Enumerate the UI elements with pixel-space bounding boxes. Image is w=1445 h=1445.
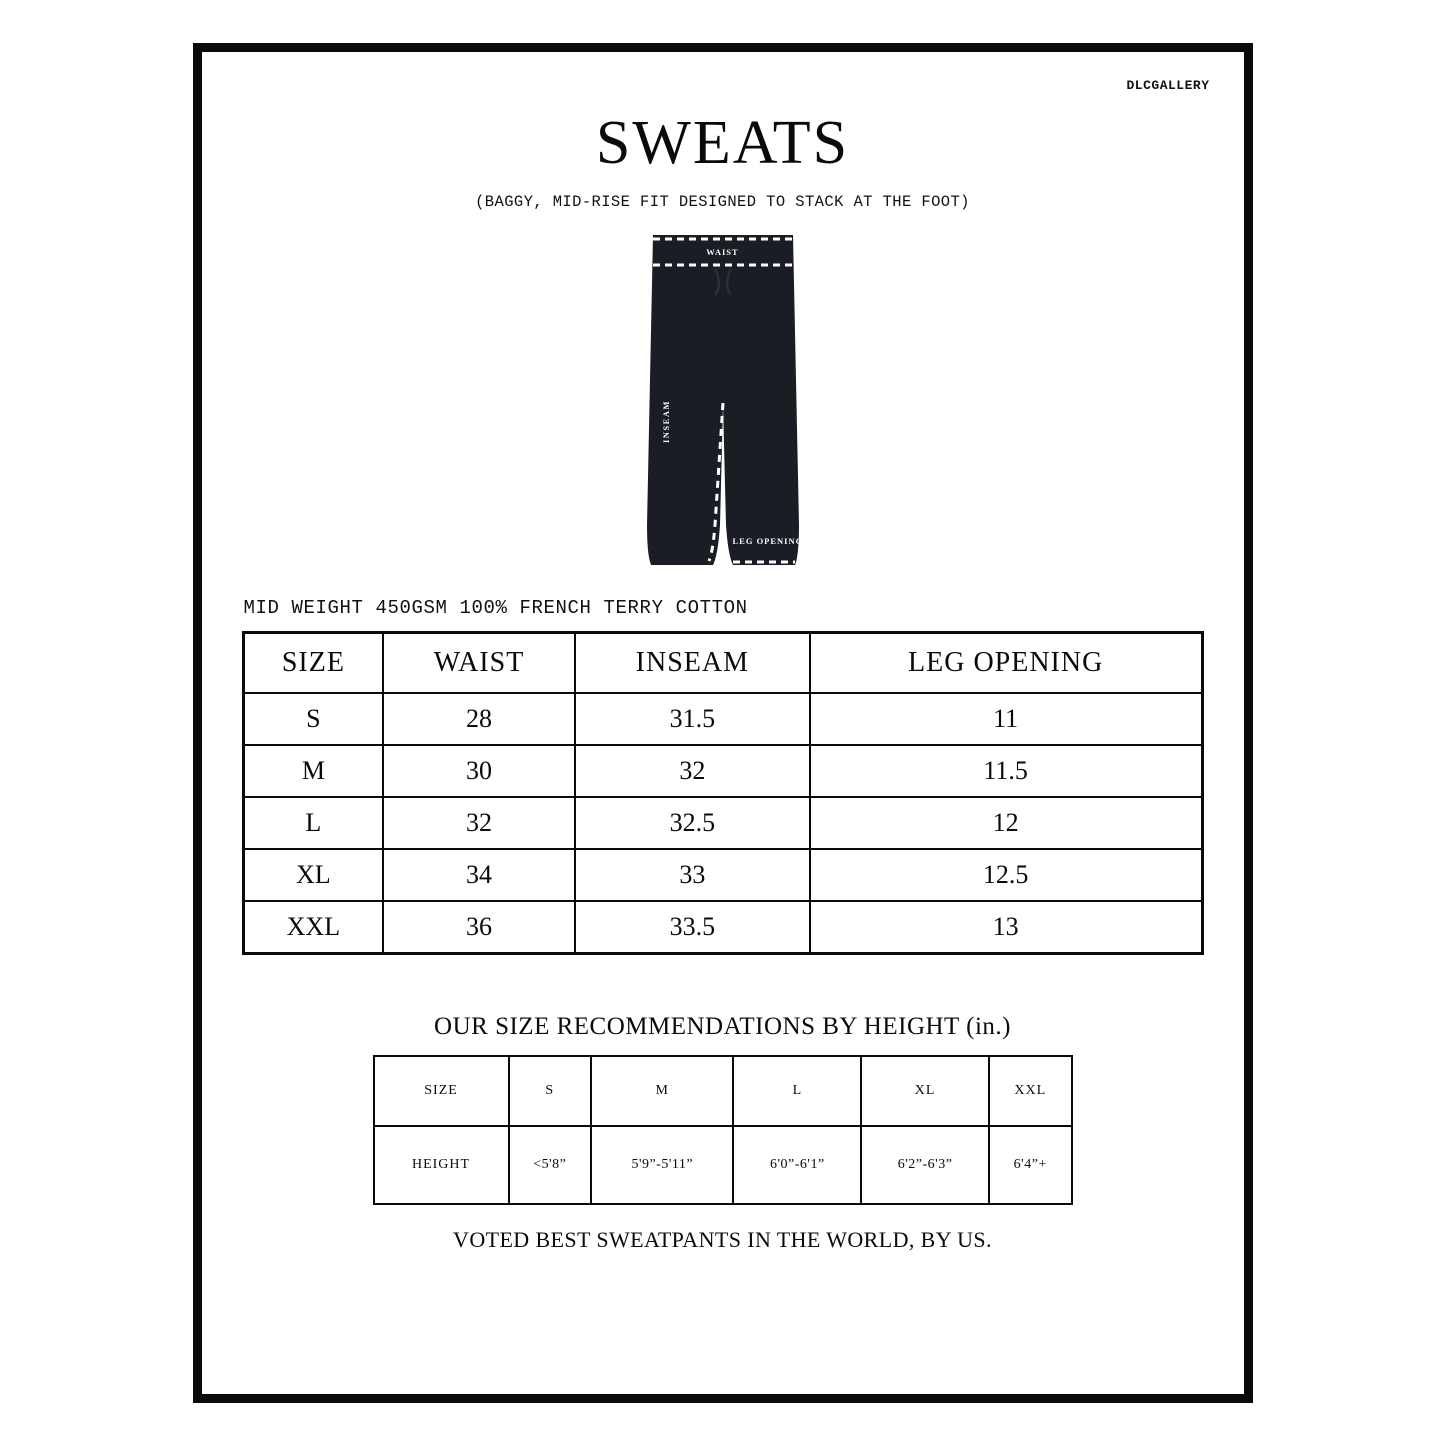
rec-cell-height-xxl: 6'4”+ xyxy=(989,1126,1072,1204)
label-leg-opening: LEG OPENING xyxy=(732,535,804,546)
column-header-size: SIZE xyxy=(243,632,383,693)
cell-inseam: 33 xyxy=(575,849,810,901)
cell-leg-opening: 13 xyxy=(810,901,1202,954)
table-row xyxy=(243,901,1202,954)
cell-waist: 32 xyxy=(383,797,575,849)
page-subtitle: (BAGGY, MID-RISE FIT DESIGNED TO STACK AT THE FOOT) xyxy=(475,192,970,211)
cell-leg-opening: 12.5 xyxy=(810,849,1202,901)
column-header-waist: WAIST xyxy=(383,632,575,693)
brand-logo: DLCGALLERY xyxy=(1126,77,1210,93)
label-waist: WAIST xyxy=(706,246,739,257)
cell-size: M xyxy=(243,745,383,797)
rec-cell-height-l: 6'0”-6'1” xyxy=(733,1126,861,1204)
table-row xyxy=(243,797,1202,849)
product-illustration xyxy=(623,225,823,575)
rec-cell-height-xl: 6'2”-6'3” xyxy=(861,1126,989,1204)
rec-column-header-size: SIZE xyxy=(374,1056,509,1126)
table-row xyxy=(243,849,1202,901)
column-header-leg-opening: LEG OPENING xyxy=(810,632,1202,693)
cell-inseam: 33.5 xyxy=(575,901,810,954)
rec-row-label-height: HEIGHT xyxy=(374,1126,509,1204)
rec-column-header-s: S xyxy=(509,1056,591,1126)
recommendations-title: OUR SIZE RECOMMENDATIONS BY HEIGHT (in.) xyxy=(434,1012,1011,1040)
size-guide-card xyxy=(193,43,1253,1403)
rec-column-header-xxl: XXL xyxy=(989,1056,1072,1126)
recommendations-wrap xyxy=(242,1055,1204,1205)
cell-leg-opening: 11.5 xyxy=(810,745,1202,797)
cell-waist: 28 xyxy=(383,693,575,745)
cell-size: L xyxy=(243,797,383,849)
cell-inseam: 31.5 xyxy=(575,693,810,745)
rec-header-row xyxy=(374,1056,1072,1126)
product-illustration-wrap xyxy=(242,225,1204,575)
cell-leg-opening: 12 xyxy=(810,797,1202,849)
height-recommendations-table xyxy=(373,1055,1073,1205)
rec-cell-height-m: 5'9”-5'11” xyxy=(591,1126,733,1204)
table-header-row xyxy=(243,632,1202,693)
cell-size: S xyxy=(243,693,383,745)
cell-size: XXL xyxy=(243,901,383,954)
rec-column-header-xl: XL xyxy=(861,1056,989,1126)
cell-inseam: 32.5 xyxy=(575,797,810,849)
cell-waist: 36 xyxy=(383,901,575,954)
rec-height-row xyxy=(374,1126,1072,1204)
cell-size: XL xyxy=(243,849,383,901)
page-title: SWEATS xyxy=(595,108,850,177)
column-header-inseam: INSEAM xyxy=(575,632,810,693)
label-inseam: INSEAM xyxy=(660,399,671,443)
rec-column-header-m: M xyxy=(591,1056,733,1126)
table-row xyxy=(243,745,1202,797)
fabric-description: MID WEIGHT 450GSM 100% FRENCH TERRY COTTON xyxy=(243,596,748,619)
rec-cell-height-s: <5'8” xyxy=(509,1126,591,1204)
rec-column-header-l: L xyxy=(733,1056,861,1126)
cell-inseam: 32 xyxy=(575,745,810,797)
cell-waist: 34 xyxy=(383,849,575,901)
cell-waist: 30 xyxy=(383,745,575,797)
table-row xyxy=(243,693,1202,745)
cell-leg-opening: 11 xyxy=(810,693,1202,745)
footer-note: VOTED BEST SWEATPANTS IN THE WORLD, BY US. xyxy=(453,1226,992,1252)
sweatpants-icon xyxy=(623,225,823,575)
size-measurements-table xyxy=(242,631,1204,955)
